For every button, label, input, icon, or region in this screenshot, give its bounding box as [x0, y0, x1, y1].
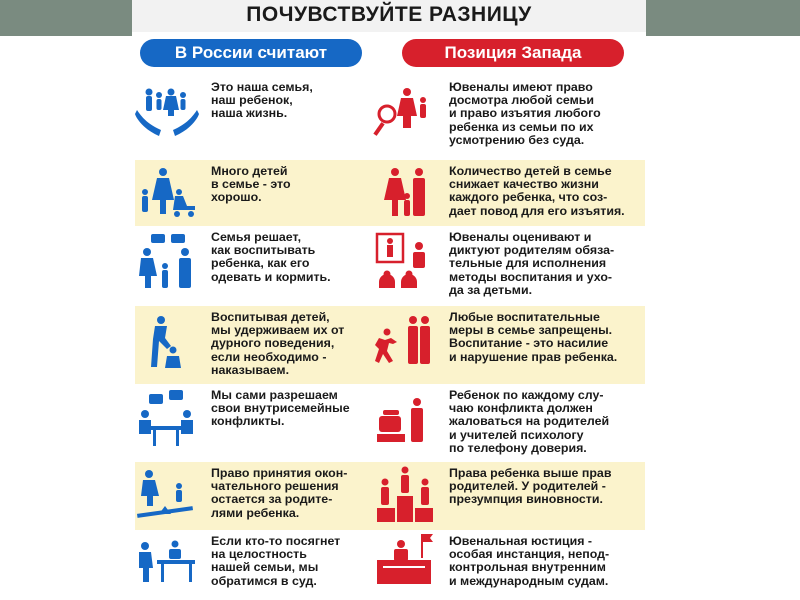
- top-bar-right: [646, 0, 800, 36]
- russia-text: Много детей в семье - это хорошо.: [211, 164, 291, 205]
- lecture-icon: [373, 230, 437, 294]
- russia-text: Воспитывая детей, мы удерживаем их от дурного поведения, если необходимо - наказываем.: [211, 310, 345, 377]
- comparison-row: [135, 462, 645, 530]
- comparison-row: [135, 160, 645, 226]
- west-text: Права ребенка выше прав родителей. У родителей - презумпция виновности.: [449, 466, 612, 507]
- page-title: ПОЧУВСТВУЙТЕ РАЗНИЦУ: [132, 0, 646, 32]
- russia-text: Мы сами разрешаем свои внутрисемейные конфликты.: [211, 388, 350, 429]
- podium-icon: [373, 464, 437, 528]
- west-text: Ювенальная юстиция - особая инстанция, непод- контрольная внутренним и международным судам.: [449, 534, 610, 588]
- phone-child-icon: [373, 388, 437, 452]
- parent-child-punish-icon: [135, 310, 199, 374]
- header-russia: В России считают: [140, 39, 362, 67]
- west-text: Ювеналы имеют право досмотра любой семьи и право изъятия любого ребенка из семьи по их усмотрению без суда.: [449, 80, 601, 147]
- seesaw-icon: [135, 464, 199, 528]
- russia-text: Семья решает, как воспитывать ребенка, как его одевать и кормить.: [211, 230, 331, 284]
- top-bar-left: [0, 0, 132, 36]
- west-text: Ювеналы оценивают и диктуют родителям обяза- тельные для исполнения методы воспитания и ухо- да за детьми.: [449, 230, 615, 297]
- family-table-icon: [135, 388, 199, 452]
- west-text: Любые воспитательные меры в семье запрещены. Воспитание - это насилие и нарушение прав ребенка.: [449, 310, 618, 364]
- court-desk-icon: [135, 532, 199, 596]
- west-text: Количество детей в семье снижает качество жизни каждого ребенка, что соз- дает повод для его изъятия.: [449, 164, 625, 218]
- parents-child-icon: [373, 162, 437, 226]
- russia-text: Это наша семья, наш ребенок, наша жизнь.: [211, 80, 313, 121]
- large-family-icon: [135, 162, 199, 226]
- header-west: Позиция Запада: [402, 39, 624, 67]
- parents-talk-icon: [135, 230, 199, 294]
- russia-text: Право принятия окон- чательного решения остается за родите- лями ребенка.: [211, 466, 348, 520]
- comparison-row: [135, 226, 645, 306]
- family-hands-icon: [135, 80, 199, 144]
- child-jumping-icon: [373, 310, 437, 374]
- judge-bench-icon: [373, 532, 437, 596]
- comparison-row: [135, 530, 645, 600]
- comparison-row: [135, 76, 645, 158]
- magnifier-family-icon: [373, 80, 437, 144]
- comparison-row: [135, 384, 645, 462]
- west-text: Ребенок по каждому слу- чаю конфликта должен жаловаться на родителей и учителей психологу по телефону доверия.: [449, 388, 610, 455]
- comparison-row: [135, 306, 645, 384]
- russia-text: Если кто-то посягнет на целостность нашей семьи, мы обратимся в суд.: [211, 534, 341, 588]
